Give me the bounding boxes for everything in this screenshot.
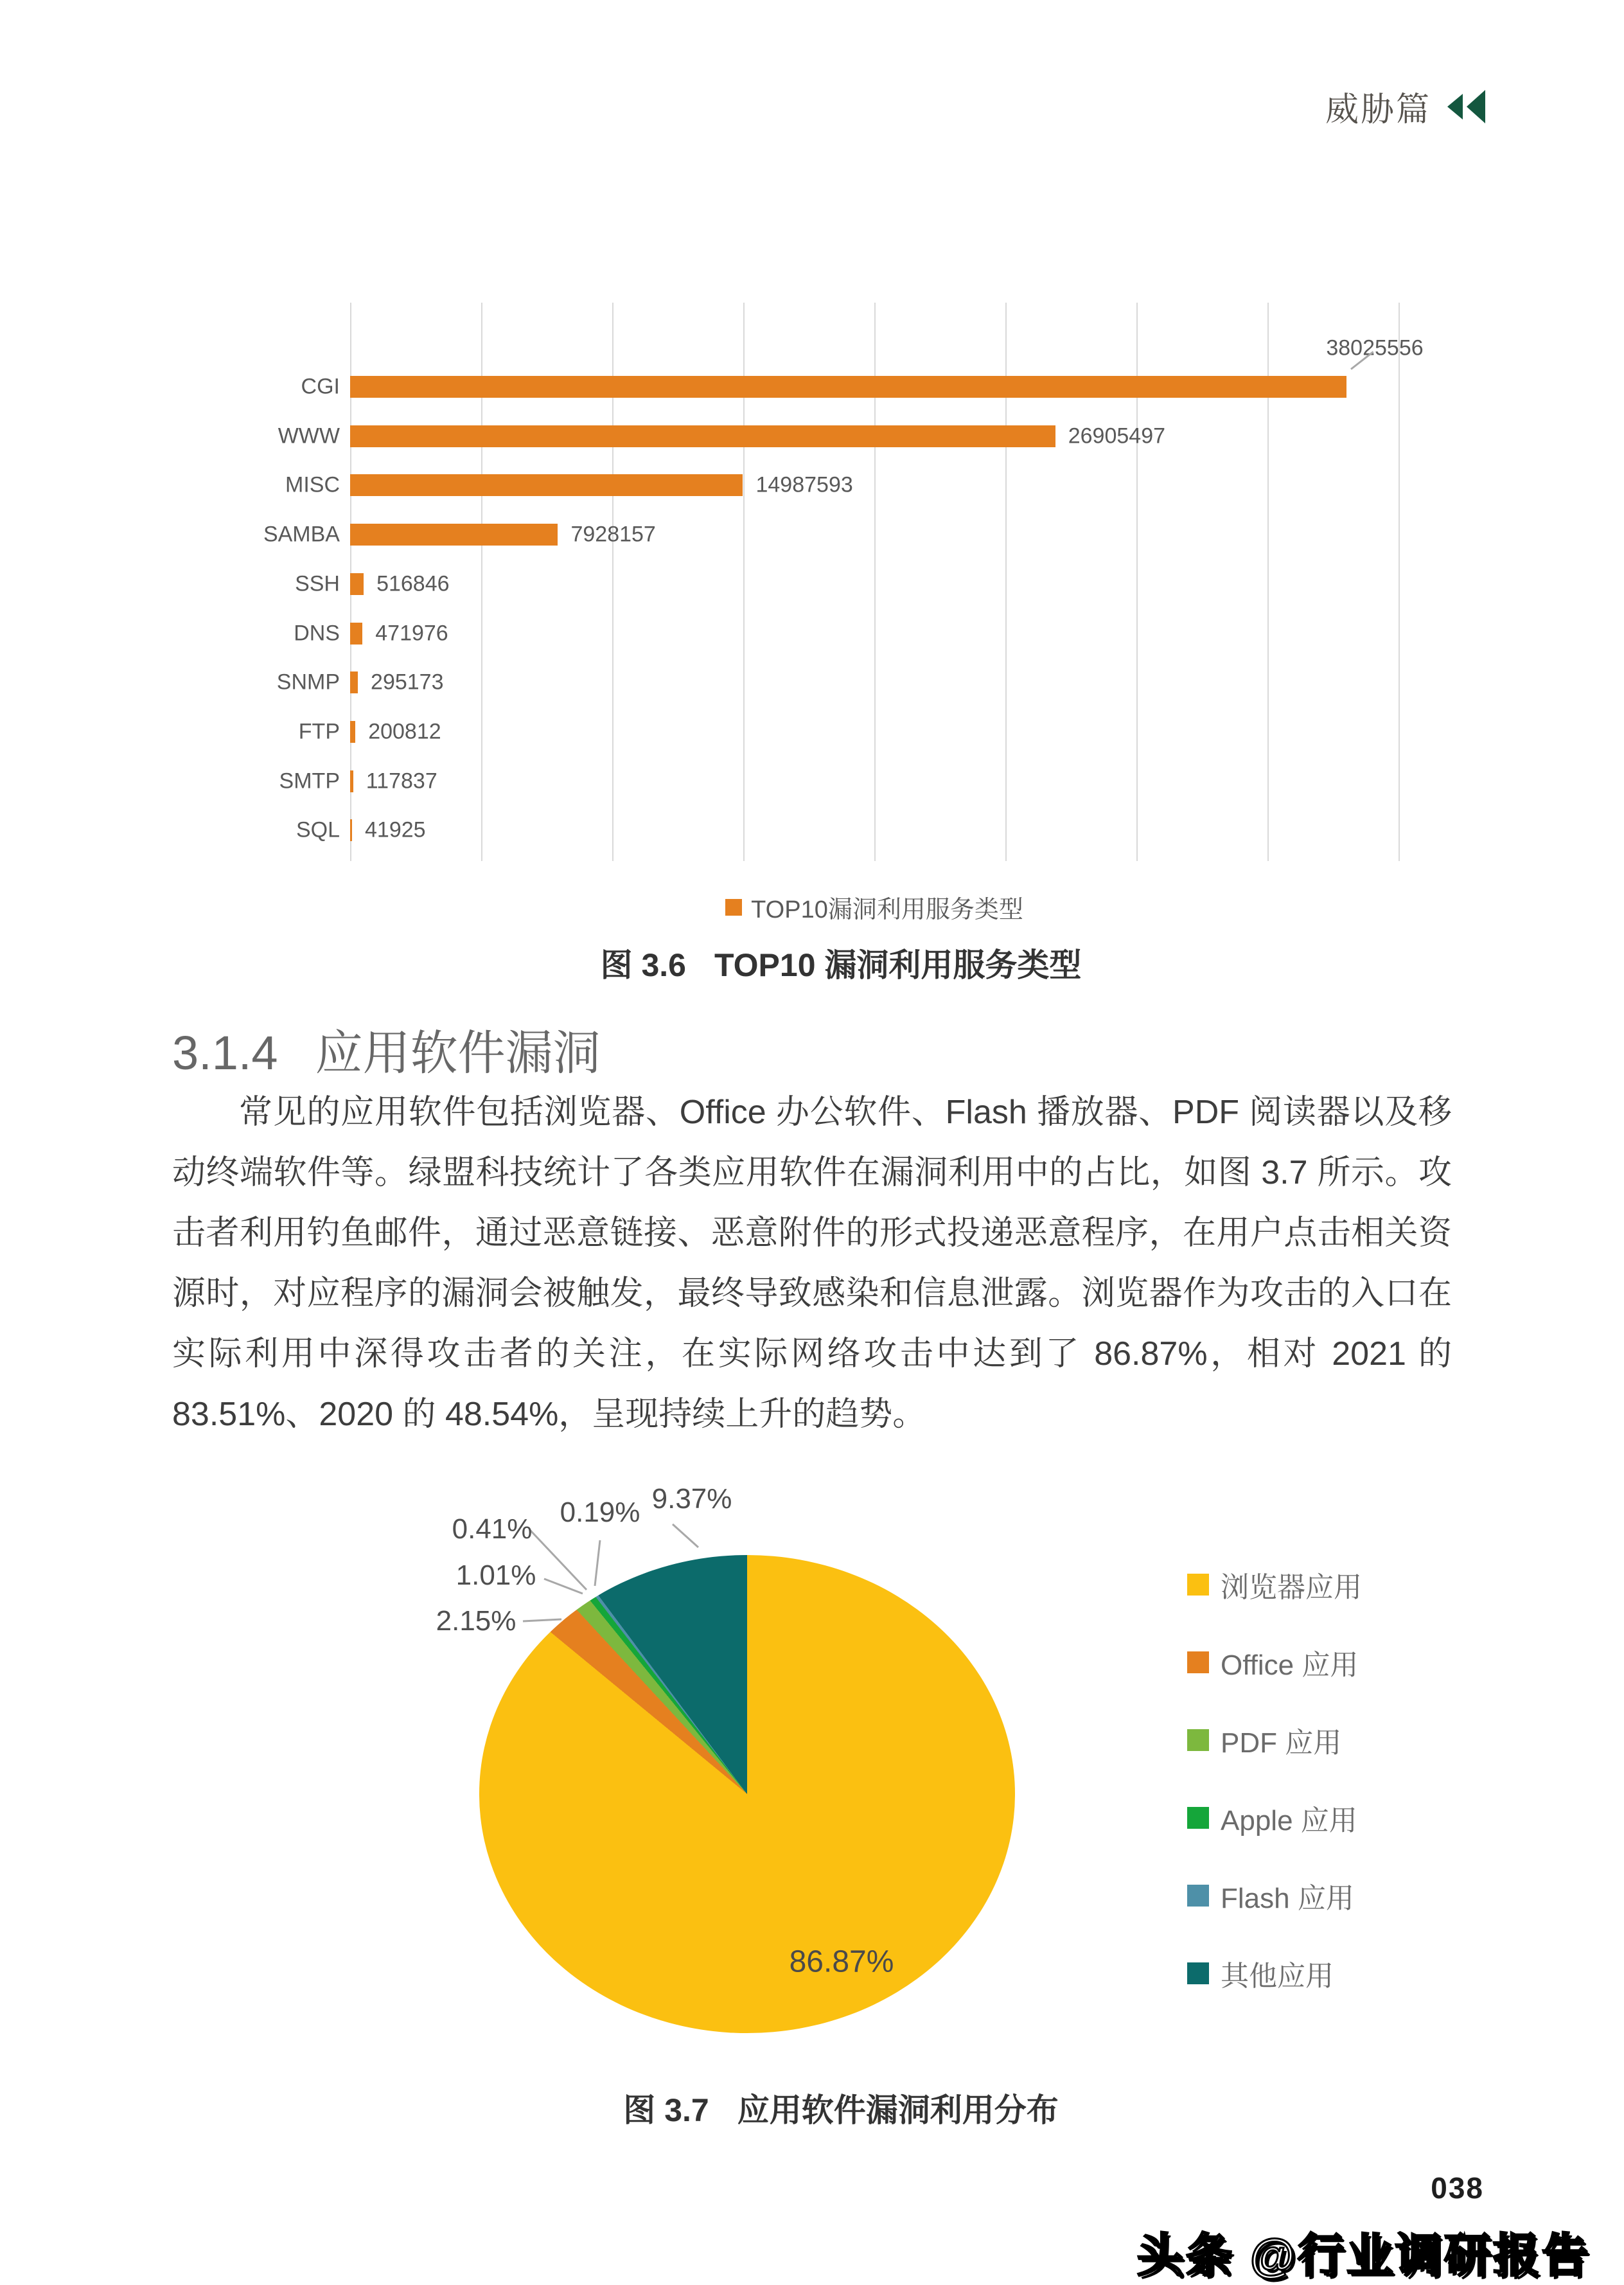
value-label: 200812 (368, 719, 441, 744)
category-label: WWW (278, 423, 340, 449)
bar-snmp (350, 671, 358, 693)
category-label: MISC (285, 472, 340, 497)
left-triangle-small-icon (1445, 94, 1463, 120)
pie-legend-swatch (1187, 1962, 1209, 1984)
bar-row-sql (296, 817, 1399, 842)
pie-legend-label: PDF 应用 (1221, 1727, 1342, 1759)
bar-row-ftp (298, 719, 1399, 744)
double-left-triangles-icon (1445, 90, 1485, 123)
value-label: 41925 (365, 817, 426, 842)
value-label: 295173 (371, 670, 444, 695)
figure-3-7-caption-label: 图 3.7 (623, 2092, 709, 2128)
pie-legend-item (1187, 1648, 1359, 1681)
pie-legend-label: 浏览器应用 (1221, 1572, 1362, 1603)
pie-legend-item (1187, 1959, 1334, 1992)
bar-row-ssh (295, 571, 1399, 596)
bar-smtp (350, 770, 353, 792)
section-title: 应用软件漏洞 (315, 1026, 601, 1080)
figure-3-6-caption (173, 939, 1508, 986)
pie-label-1.01: 1.01% (455, 1560, 536, 1591)
pie-legend-swatch (1187, 1729, 1209, 1751)
bar-row-smtp (279, 769, 1399, 794)
pie-figure (385, 1465, 1362, 2108)
pie-legend-item (1187, 1570, 1362, 1603)
category-label: SSH (295, 571, 340, 596)
chapter-title: 威胁篇 (1325, 91, 1431, 129)
figure-3-7-caption-title: 应用软件漏洞利用分布 (737, 2092, 1059, 2128)
category-label: SQL (296, 817, 340, 842)
pie-legend-label: Flash 应用 (1221, 1883, 1354, 1914)
pie-legend-item (1187, 1726, 1342, 1759)
bar-cgi (350, 376, 1346, 398)
pie-legend-swatch (1187, 1807, 1209, 1829)
value-label: 471976 (375, 621, 448, 645)
bar-chart-top10-services (263, 303, 1424, 861)
bar-row-cgi (301, 335, 1424, 399)
bar-chart-legend-label: TOP10漏洞利用服务类型 (751, 896, 1023, 923)
pie-legend-swatch (1187, 1651, 1209, 1673)
section-heading (172, 1015, 601, 1083)
pie-legend-label: 其他应用 (1221, 1960, 1334, 1992)
category-label: CGI (301, 374, 340, 399)
page-number: 038 (1431, 2171, 1484, 2205)
watermark: 头条 @行业调研报告 (1136, 2230, 1591, 2282)
bar-dns (350, 623, 362, 645)
bar-chart-legend (350, 889, 1399, 925)
pie-label-86.87: 86.87% (789, 1944, 894, 1979)
pie-label-0.41: 0.41% (452, 1513, 533, 1545)
category-label: FTP (298, 719, 340, 744)
bar-row-dns (294, 621, 1399, 645)
figure-3-6-caption-title: TOP10 漏洞利用服务类型 (714, 947, 1082, 983)
category-label: SMTP (279, 769, 340, 794)
bar-misc (350, 474, 743, 496)
category-label: SAMBA (263, 522, 340, 547)
pie-legend-label: Office 应用 (1221, 1649, 1359, 1681)
left-triangle-large-icon (1465, 90, 1485, 123)
pie-label-0.19: 0.19% (560, 1497, 640, 1528)
figure-3-7-caption (173, 2085, 1508, 2131)
value-label-callout: 38025556 (1326, 335, 1424, 360)
value-label: 14987593 (755, 472, 853, 497)
value-label: 117837 (366, 769, 437, 794)
pie-legend-item (1187, 1804, 1357, 1836)
bar-ftp (350, 721, 355, 743)
pie-legend-swatch (1187, 1885, 1209, 1907)
section-number: 3.1.4 (172, 1026, 278, 1080)
bar-www (350, 425, 1055, 447)
pie-label-9.37: 9.37% (651, 1483, 732, 1515)
value-label: 26905497 (1068, 423, 1166, 449)
bar-ssh (350, 573, 364, 595)
pie-label-2.15: 2.15% (436, 1605, 516, 1637)
value-label: 7928157 (570, 522, 656, 547)
bar-samba (350, 524, 558, 546)
category-label: DNS (294, 621, 340, 645)
legend-swatch-orange (725, 899, 742, 916)
pie-legend-swatch (1187, 1574, 1209, 1596)
figure-3-6-caption-label: 图 3.6 (600, 947, 686, 983)
bar-row-snmp (276, 670, 1399, 695)
bar-row-samba (263, 522, 1399, 547)
pie-chart-app-vulns (479, 1555, 1015, 2033)
body-paragraph: 常见的应用软件包括浏览器、Office 办公软件、Flash 播放器、PDF 阅读器以及移动终端软件等。绿盟科技统计了各类应用软件在漏洞利用中的占比，如图 3.7 所示。攻击者利用钓鱼邮件，通过恶意链接、恶意附件的形式投递恶意程序，在用户点击相关资源时，对应程序的漏洞会被触发，最终导致感染和信息泄露。浏览器作为攻击的入口在实际利用中深得攻击者的关注，在实际网络攻击中达到了 86.87%，相对 2021 的 83.51%、2020 的 48.54%，呈现持续上升的趋势。 (172, 1094, 1452, 1433)
pie-legend-item (1187, 1881, 1354, 1914)
page-header (1325, 82, 1485, 130)
bar-row-www (278, 423, 1399, 449)
value-label: 516846 (376, 571, 450, 596)
category-label: SNMP (276, 670, 340, 695)
bar-row-misc (285, 472, 1399, 497)
bar-sql (350, 819, 352, 841)
pie-legend-label: Apple 应用 (1221, 1805, 1357, 1836)
